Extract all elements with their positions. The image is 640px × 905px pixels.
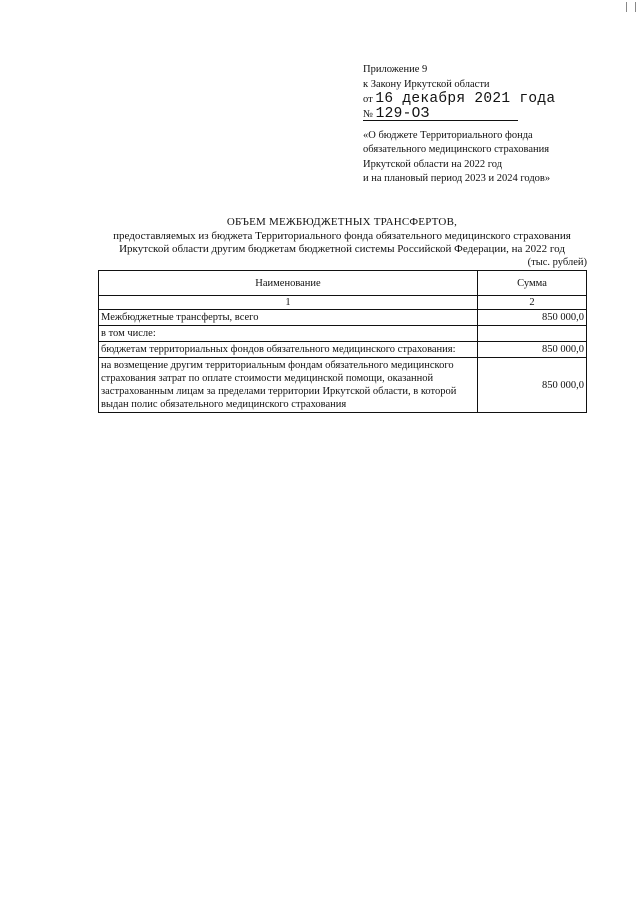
law-number: 129-ОЗ xyxy=(375,105,430,122)
appendix-law-reference: к Закону Иркутской области xyxy=(363,78,490,90)
column-index: 1 xyxy=(99,296,478,310)
row-name: на возмещение другим территориальным фондам обязательного медицинского страхования затрат по оплате стоимости медицинской помощи, оказанной застрахованным лицам за пределами территории Иркутской области, в которой выдан полис обязательного медицинского страхования xyxy=(99,358,478,413)
document-heading xyxy=(97,216,587,257)
page-corner-mark xyxy=(626,2,636,12)
row-amount: 850 000,0 xyxy=(478,358,587,413)
units-label: (тыс. рублей) xyxy=(527,257,587,268)
document-subtitle-line: предоставляемых из бюджета Территориального фонда обязательного медицинского страхования xyxy=(113,229,571,242)
law-title-line: и на плановый период 2023 и 2024 годов» xyxy=(363,173,551,184)
date-prefix: от xyxy=(363,94,373,105)
row-name: бюджетам территориальных фондов обязательного медицинского страхования: xyxy=(99,342,478,358)
law-title xyxy=(363,129,623,187)
column-index-row xyxy=(99,296,587,310)
column-index: 2 xyxy=(478,296,587,310)
law-title-line: Иркутской области на 2022 год xyxy=(363,158,503,170)
row-amount xyxy=(478,326,587,342)
law-title-line: «О бюджете Территориального фонда xyxy=(363,129,533,141)
table-row xyxy=(99,342,587,358)
table-row xyxy=(99,310,587,326)
column-header-amount: Сумма xyxy=(478,271,587,296)
law-date: 16 декабря 2021 года xyxy=(375,91,556,107)
law-title-line: обязательного медицинского страхования xyxy=(363,144,550,155)
table-header-row xyxy=(99,271,587,296)
row-amount: 850 000,0 xyxy=(478,310,587,326)
table-row xyxy=(99,326,587,342)
document-subtitle-line: Иркутской области другим бюджетам бюджетной системы Российской Федерации, на 2022 год xyxy=(119,243,565,255)
column-header-name: Наименование xyxy=(99,271,478,296)
row-name: Межбюджетные трансферты, всего xyxy=(99,310,478,326)
appendix-number: Приложение 9 xyxy=(363,64,428,75)
table-row xyxy=(99,358,587,413)
appendix-block xyxy=(363,63,623,187)
document-title: ОБЪЕМ МЕЖБЮДЖЕТНЫХ ТРАНСФЕРТОВ, xyxy=(226,216,458,228)
number-prefix: № xyxy=(363,108,374,120)
transfers-table xyxy=(98,270,587,413)
row-name: в том числе: xyxy=(99,326,478,342)
row-amount: 850 000,0 xyxy=(478,342,587,358)
